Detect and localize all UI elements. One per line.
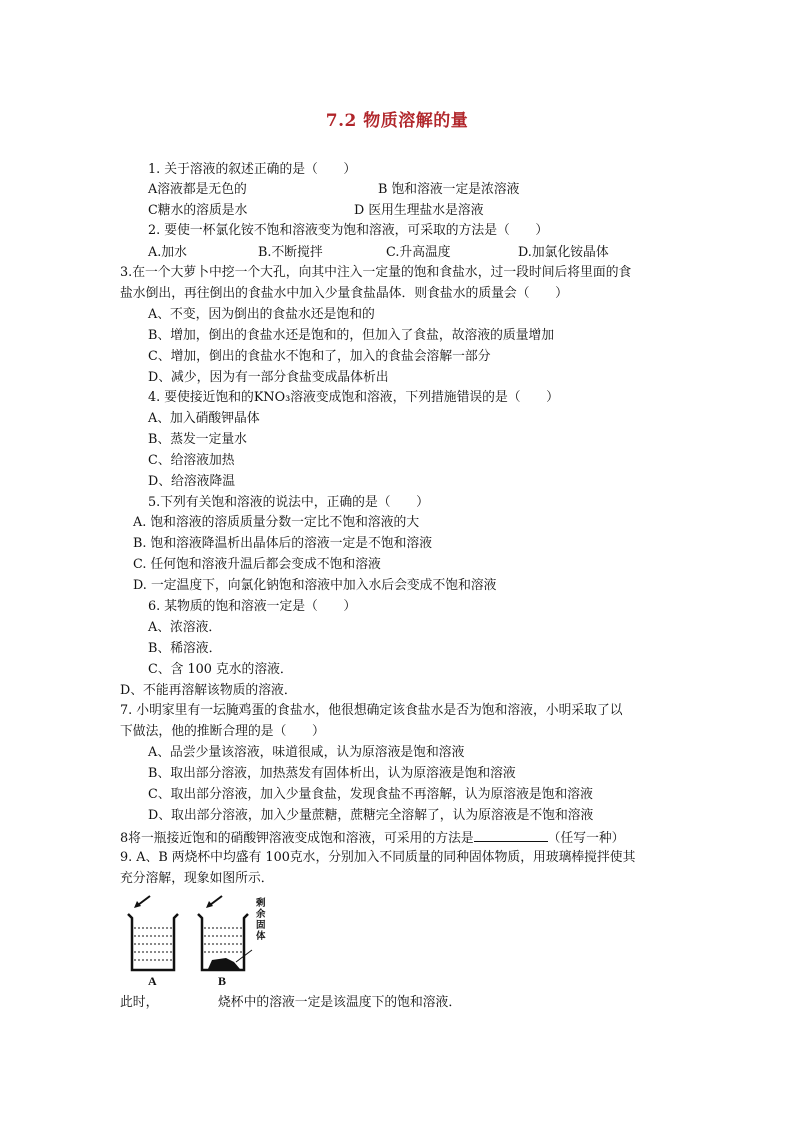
arrow-icon (134, 896, 150, 908)
q6-option-b: B、稀溶液． (148, 641, 222, 656)
q3-stem-line1: 3.在一个大萝卜中挖一个大孔，向其中注入一定量的饱和食盐水，过一段时间后将里面的食 (120, 265, 632, 280)
q7-option-b: B、取出部分溶液，加热蒸发有固体析出，认为原溶液是饱和溶液 (148, 766, 516, 781)
q5-stem: 5.下列有关饱和溶液的说法中，正确的是（ ） (148, 495, 429, 510)
q9-stem-line1: 9. A、B 两烧杯中均盛有 100克水，分别加入不同质量的同种固体物质，用玻璃棒搅拌使其 (120, 850, 636, 865)
q2-option-b: B.不断搅拌 (258, 245, 323, 260)
q9-stem-line2: 充分溶解，现象如图所示． (120, 871, 274, 886)
q6-option-a: A、浓溶液． (148, 620, 222, 635)
residual-solid (208, 958, 240, 969)
q5-option-d: D. 一定温度下，向氯化钠饱和溶液中加入水后会变成不饱和溶液 (133, 578, 497, 593)
q4-option-d: D、给溶液降温 (148, 474, 236, 489)
q3-option-d: D、减少，因为有一部分食盐变成晶体析出 (148, 370, 389, 385)
arrow-icon (206, 896, 222, 908)
q2-option-c: C.升高温度 (386, 245, 451, 260)
q3-option-c: C、增加，倒出的食盐水不饱和了，加入的食盐会溶解一部分 (148, 349, 491, 364)
q7-stem-line2: 下做法，他的推断合理的是（ ） (120, 724, 325, 739)
q4-option-c: C、给溶液加热 (148, 453, 235, 468)
q8-answer-blank (474, 829, 548, 842)
q4-option-b: B、蒸发一定量水 (148, 432, 247, 447)
q2-option-a: A.加水 (148, 245, 187, 260)
q6-option-d: D、不能再溶解该物质的溶液． (120, 683, 297, 698)
q1-option-a: A溶液都是无色的 (148, 182, 247, 197)
q7-stem-line1: 7. 小明家里有一坛腌鸡蛋的食盐水，他很想确定该食盐水是否为饱和溶液，小明采取了以 (120, 703, 623, 718)
q6-option-c: C、含 100 克水的溶液． (148, 662, 293, 677)
q8-suffix: （任写一种） (547, 831, 625, 846)
q5-option-c: C. 任何饱和溶液升温后都会变成不饱和溶液 (133, 557, 381, 572)
q2-option-d: D.加氯化铵晶体 (518, 245, 609, 260)
q8-stem (120, 829, 624, 847)
beaker-b-label: B (218, 974, 227, 988)
q7-option-d: D、取出部分溶液，加入少量蔗糖，蔗糖完全溶解了，认为原溶液是不饱和溶液 (148, 808, 594, 823)
q7-option-a: A、品尝少量该溶液，味道很咸，认为原溶液是饱和溶液 (148, 745, 465, 760)
q1-stem: 1. 关于溶液的叙述正确的是（ ） (148, 162, 357, 177)
q4-stem: 4. 要使接近饱和的KNO₃溶液变成饱和溶液，下列措施错误的是（ ） (148, 390, 559, 405)
q1-option-c: C糖水的溶质是水 (148, 203, 248, 218)
q3-option-a: A、不变，因为倒出的食盐水还是饱和的 (148, 307, 375, 322)
beaker-a (128, 914, 178, 970)
residual-solid-label: 剩余固体 (256, 898, 266, 942)
q5-option-a: A. 饱和溶液的溶质质量分数一定比不饱和溶液的大 (133, 515, 420, 530)
q1-option-d: D 医用生理盐水是溶液 (354, 203, 484, 218)
q5-option-b: B. 饱和溶液降温析出晶体后的溶液一定是不饱和溶液 (133, 536, 433, 551)
q1-option-b: B 饱和溶液一定是浓溶液 (378, 182, 520, 197)
q4-option-a: A、加入硝酸钾晶体 (148, 411, 260, 426)
beaker-b (198, 914, 252, 970)
q2-stem: 2. 要使一杯氯化铵不饱和溶液变为饱和溶液，可采取的方法是（ ） (148, 223, 549, 238)
q7-option-c: C、取出部分溶液，加入少量食盐，发现食盐不再溶解，认为原溶液是饱和溶液 (148, 787, 593, 802)
page-title: 7.2 物质溶解的量 (325, 111, 469, 131)
q6-stem: 6. 某物质的饱和溶液一定是（ ） (148, 599, 357, 614)
q9-answer-text: 烧杯中的溶液一定是该温度下的饱和溶液． (218, 995, 462, 1010)
q8-text: 8将一瓶接近饱和的硝酸钾溶液变成饱和溶液，可采用的方法是 (120, 831, 474, 846)
beaker-a-label: A (148, 974, 157, 988)
q3-stem-line2: 盐水倒出，再往倒出的食盐水中加入少量食盐晶体．则食盐水的质量会（ ） (120, 286, 568, 301)
q9-answer-prefix: 此时， (120, 995, 159, 1010)
q3-option-b: B、增加，倒出的食盐水还是饱和的，但加入了食盐，故溶液的质量增加 (148, 328, 555, 343)
